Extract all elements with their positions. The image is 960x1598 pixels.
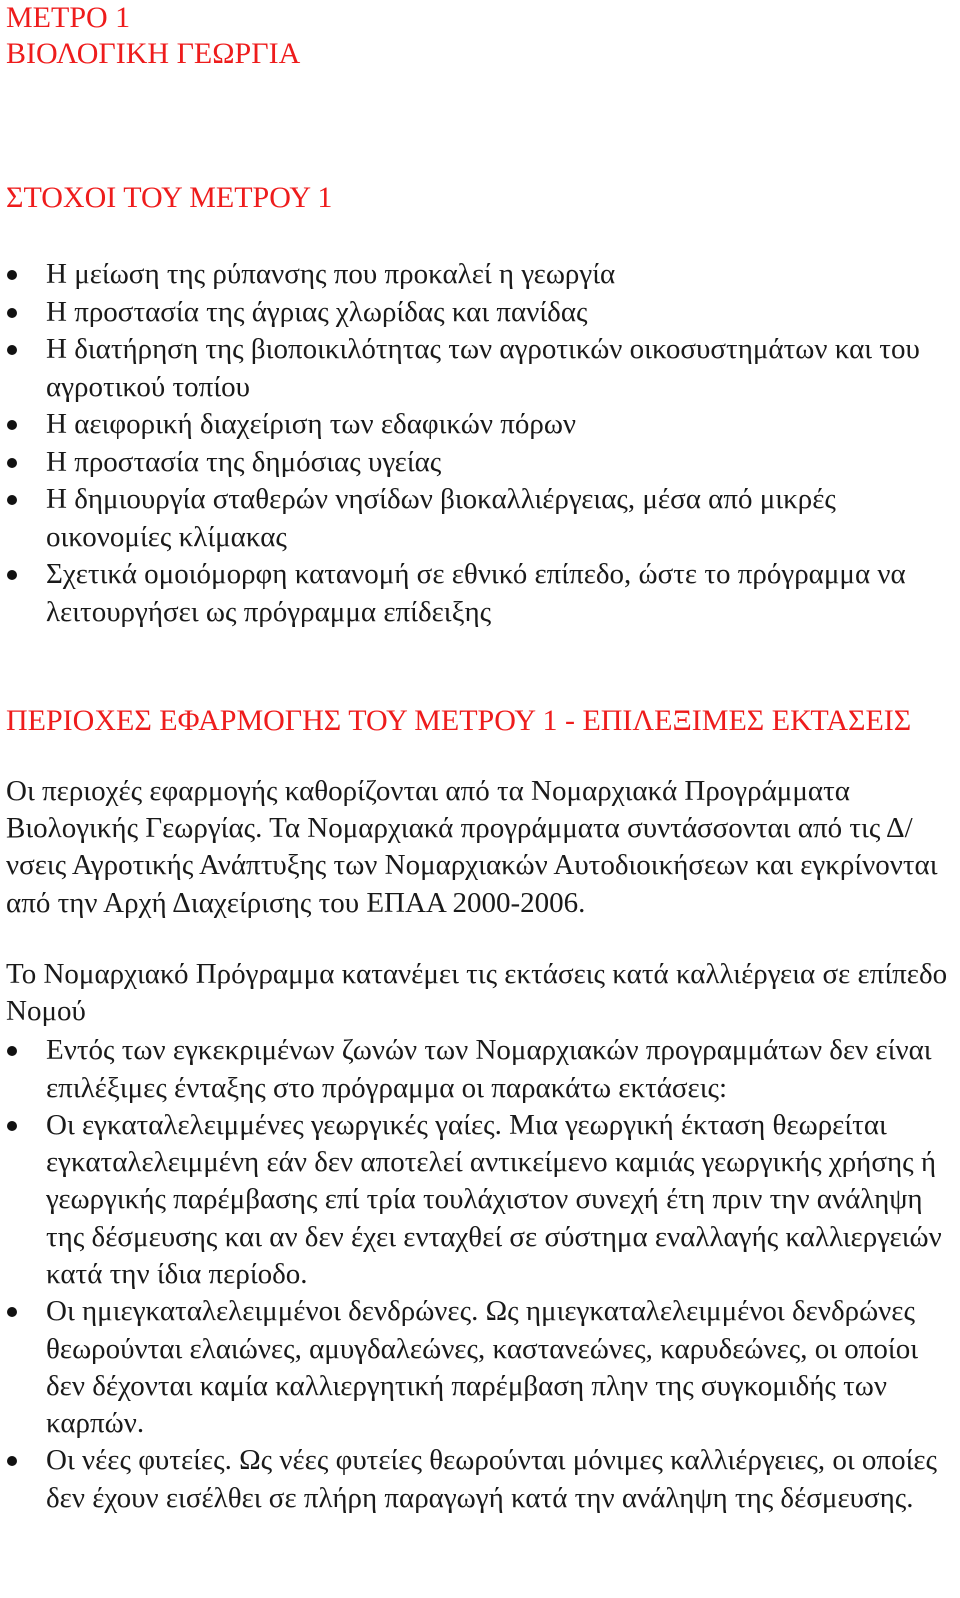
title-block: [6, 0, 952, 72]
list-item: Η διατήρηση της βιοποικιλότητας των αγροτικών οικοσυστημάτων και του αγροτικού τοπίου: [6, 331, 952, 406]
list-item: Η προστασία της δημόσιας υγείας: [6, 444, 952, 482]
paragraph-application-areas: Οι περιοχές εφαρμογής καθορίζονται από τα Νομαρχιακά Προγράμματα Βιολογικής Γεωργίας. Τα Νομαρχιακά προγράμματα συντάσσονται από τις Δ/νσεις Αγροτικής Ανάπτυξης των Νομαρχιακών Αυτοδιοικήσεων και εγκρίνονται από την Αρχή Διαχείρισης του ΕΠΑΑ 2000-2006.: [6, 775, 938, 919]
paragraph-allocation: Το Νομαρχιακό Πρόγραμμα κατανέμει τις εκτάσεις κατά καλλιέργεια σε επίπεδο Νομού: [6, 957, 948, 1028]
goals-list: [6, 256, 952, 631]
list-item: Εντός των εγκεκριμένων ζωνών των Νομαρχιακών προγραμμάτων δεν είναι επιλέξιμες ένταξης στο πρόγραμμα οι παρακάτω εκτάσεις:: [6, 1032, 952, 1107]
list-item: Η μείωση της ρύπανσης που προκαλεί η γεωργία: [6, 256, 952, 294]
measure-subtitle: ΒΙΟΛΟΓΙΚΗ ΓΕΩΡΓΙΑ: [6, 37, 301, 70]
list-item: Η αειφορική διαχείριση των εδαφικών πόρων: [6, 406, 952, 444]
list-item: Οι ημιεγκαταλελειμμένοι δενδρώνες. Ως ημιεγκαταλελειμμένοι δενδρώνες θεωρούνται ελαιώνες, αμυγδαλεώνες, καστανεώνες, καρυδεώνες, οι οποίοι δεν δέχονται καμία καλλιεργητική παρέμβαση πλην της συγκομιδής των καρπών.: [6, 1293, 952, 1442]
list-item: Η δημιουργία σταθερών νησίδων βιοκαλλιέργειας, μέσα από μικρές οικονομίες κλίμακας: [6, 481, 952, 556]
measure-title: ΜΕΤΡΟ 1: [6, 1, 131, 34]
list-item: Η προστασία της άγριας χλωρίδας και πανίδας: [6, 294, 952, 332]
areas-heading: ΠΕΡΙΟΧΕΣ ΕΦΑΡΜΟΓΗΣ ΤΟΥ ΜΕΤΡΟΥ 1 - ΕΠΙΛΕΞΙΜΕΣ ΕΚΤΑΣΕΙΣ: [6, 704, 912, 737]
list-item: Οι νέες φυτείες. Ως νέες φυτείες θεωρούνται μόνιμες καλλιέργειες, οι οποίες δεν έχουν εισέλθει σε πλήρη παραγωγή κατά την ανάληψη της δέσμευσης.: [6, 1442, 952, 1517]
list-item: Σχετικά ομοιόμορφη κατανομή σε εθνικό επίπεδο, ώστε το πρόγραμμα να λειτουργήσει ως πρόγραμμα επίδειξης: [6, 556, 952, 631]
eligibility-list: [6, 1032, 952, 1517]
list-item: Οι εγκαταλελειμμένες γεωργικές γαίες. Μια γεωργική έκταση θεωρείται εγκαταλελειμμένη εάν δεν αποτελεί αντικείμενο καμιάς γεωργικής χρήσης ή γεωργικής παρέμβασης επί τρία τουλάχιστον συνεχή έτη πριν την ανάληψη της δέσμευσης και αν δεν έχει ενταχθεί σε σύστημα εναλλαγής καλλιεργειών κατά την ίδια περίοδο.: [6, 1107, 952, 1293]
goals-heading: ΣΤΟΧΟΙ ΤΟΥ ΜΕΤΡΟΥ 1: [6, 181, 333, 214]
